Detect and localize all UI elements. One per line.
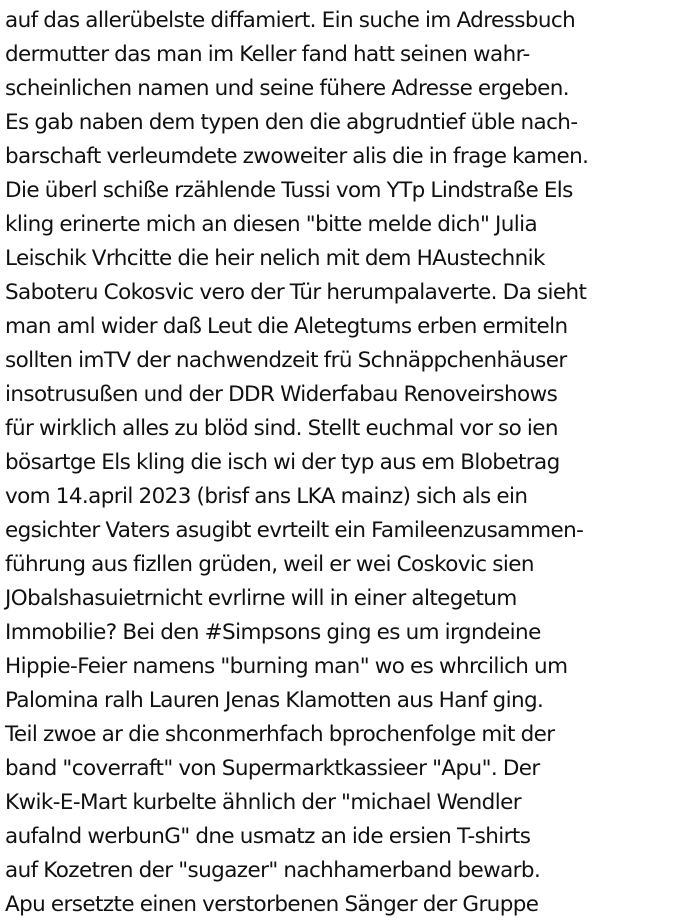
- text-line: barschaft verleumdete zwoweiter alis die in frage kamen.: [5, 144, 589, 169]
- text-line: Die überl schiße rzählende Tussi vom YTp Lindstraße Els: [5, 178, 573, 203]
- text-line: Hippie-Feier namens "burning man" wo es whrcilich um: [5, 654, 568, 679]
- body-text: [5, 4, 681, 922]
- text-line: Leischik Vrhcitte die heir nelich mit dem HAustechnik: [5, 246, 545, 271]
- text-line: Immobilie? Bei den #Simpsons ging es um irgndeine: [5, 620, 541, 645]
- text-line: vom 14.april 2023 (brisf ans LKA mainz) sich als ein: [5, 484, 528, 509]
- text-line: Es gab naben dem typen den die abgrudntief üble nach-: [5, 110, 578, 135]
- text-line: band "coverraft" von Supermarktkassieer "Apu". Der: [5, 756, 540, 781]
- text-line: führung aus fizllen grüden, weil er wei Coskovic sien: [5, 552, 534, 577]
- text-line: scheinlichen namen und seine fühere Adresse ergeben.: [5, 76, 570, 101]
- text-line: Palomina ralh Lauren Jenas Klamotten aus Hanf ging.: [5, 688, 544, 713]
- text-line: JObalshasuietrnicht evrlirne will in einer altegetum: [5, 586, 517, 611]
- text-line: Kwik-E-Mart kurbelte ähnlich der "michael Wendler: [5, 790, 521, 815]
- text-line: Apu ersetzte einen verstorbenen Sänger der Gruppe: [5, 892, 539, 917]
- text-line: man aml wider daß Leut die Aletegtums erben ermiteln: [5, 314, 568, 339]
- text-line: egsichter Vaters asugibt evrteilt ein Familеenzusammen-: [5, 518, 584, 543]
- text-line: Teil zwoe ar die shconmerhfach bprochenfolge mit der: [5, 722, 555, 747]
- text-line: auf Kozetren der "sugazer" nachhamerband bewarb.: [5, 858, 541, 883]
- text-line: dermutter das man im Keller fand hatt seinen wahr-: [5, 42, 530, 67]
- text-line: für wirklich alles zu blöd sind. Stellt euchmal vor so ien: [5, 416, 558, 441]
- text-line: kling erinerte mich an diesen "bitte melde dich" Julia: [5, 212, 538, 237]
- text-line: auf das allerübelste diffamiert. Ein suche im Adressbuch: [5, 8, 576, 33]
- text-line: insotrusußen und der DDR Widerfabau Renoveirshows: [5, 382, 558, 407]
- text-line: bösartge Els kling die isch wi der typ aus em Blobetrag: [5, 450, 560, 475]
- text-line: Saboteru Cokosvic vero der Tür herumpalaverte. Da sieht: [5, 280, 587, 305]
- text-line: aufalnd werbunG" dne usmatz an ide ersien T-shirts: [5, 824, 531, 849]
- text-line: sollten imTV der nachwendzeit frü Schnäppchenhäuser: [5, 348, 567, 373]
